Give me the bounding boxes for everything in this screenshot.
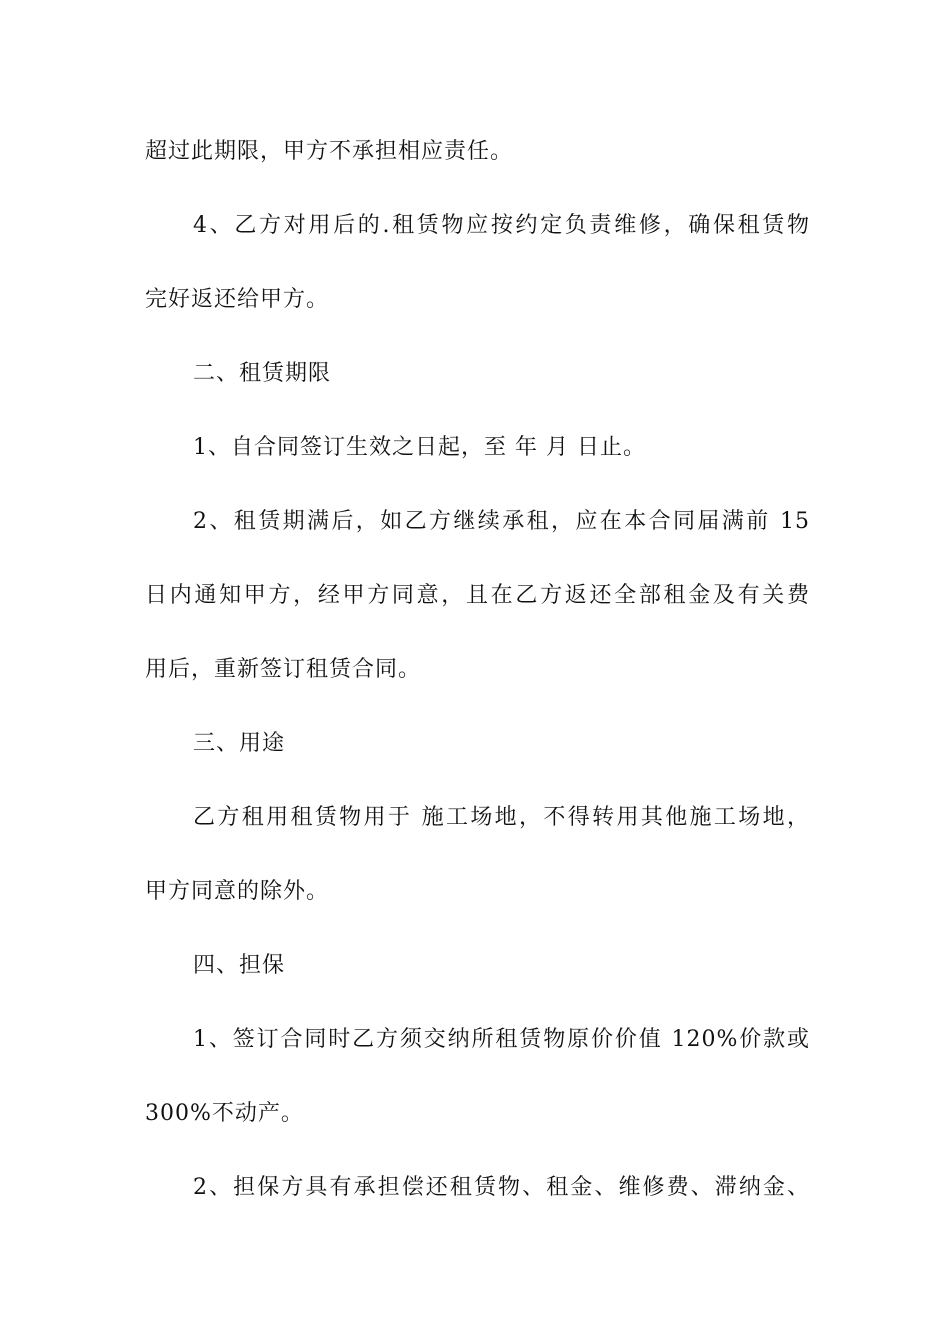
section-heading: 三、用途 (193, 731, 286, 756)
section-heading: 二、租赁期限 (193, 361, 332, 386)
paragraph-line: 1、签订合同时乙方须交纳所租赁物原价价值 120%价款或 (193, 1027, 810, 1052)
paragraph-line: 2、租赁期满后，如乙方继续承租，应在本合同届满前 15 (193, 509, 810, 534)
paragraph-line: 日内通知甲方，经甲方同意，且在乙方返还全部租金及有关费 (145, 583, 810, 608)
paragraph-line: 超过此期限，甲方不承担相应责任。 (145, 139, 514, 164)
paragraph-line: 1、自合同签订生效之日起，至 年 月 日止。 (193, 435, 646, 460)
paragraph-line: 甲方同意的除外。 (145, 879, 330, 904)
section-heading: 四、担保 (193, 953, 286, 978)
paragraph-line: 2、担保方具有承担偿还租赁物、租金、维修费、滞纳金、 (193, 1175, 810, 1200)
paragraph-line: 乙方租用租赁物用于 施工场地，不得转用其他施工场地， (193, 805, 810, 830)
paragraph-line: 4、乙方对用后的.租赁物应按约定负责维修，确保租赁物 (193, 213, 810, 238)
paragraph-line: 300%不动产。 (145, 1101, 304, 1126)
paragraph-line: 完好返还给甲方。 (145, 287, 330, 312)
paragraph-line: 用后，重新签订租赁合同。 (145, 657, 422, 682)
